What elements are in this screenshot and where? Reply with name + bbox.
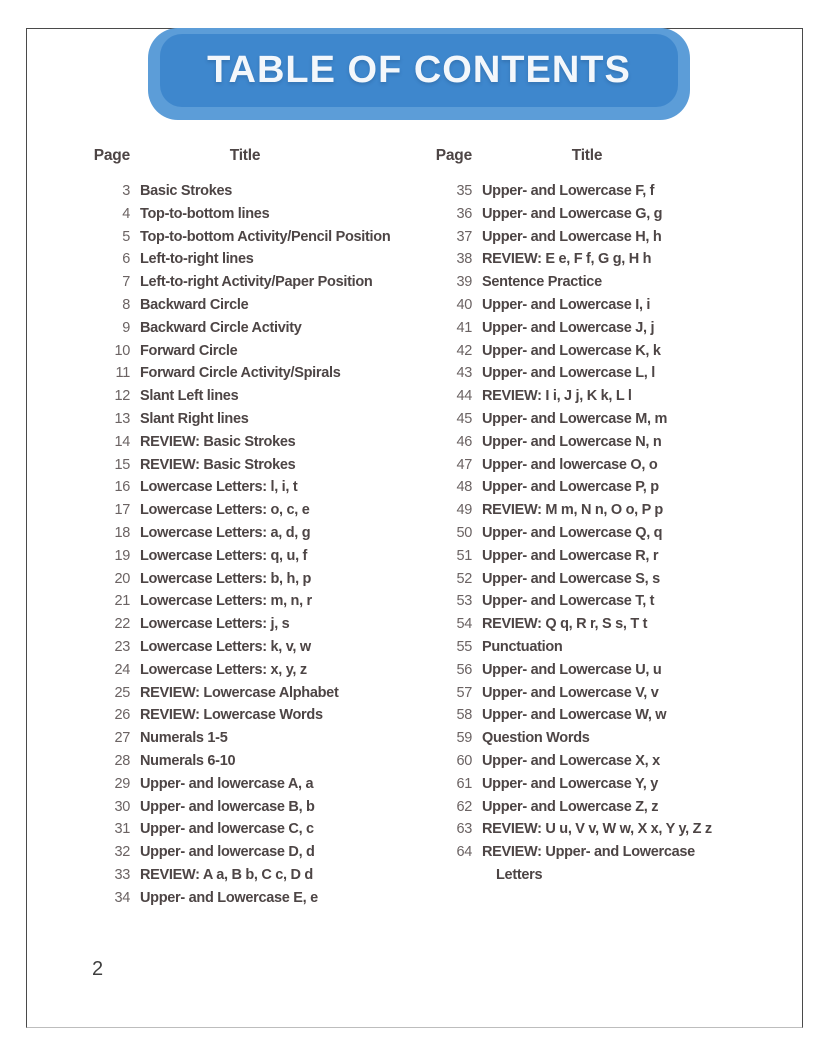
toc-banner-inner: [160, 34, 678, 107]
toc-entry-title: Upper- and Lowercase I, i: [482, 296, 651, 313]
toc-entry-page-number: 63: [456, 821, 472, 838]
toc-entry-page-number: 3: [122, 183, 130, 199]
toc-entry-title: Upper- and Lowercase E, e: [140, 889, 318, 906]
toc-entry-title: Left-to-right lines: [140, 251, 254, 268]
toc-entry: [84, 203, 426, 226]
toc-entry-page-number: 40: [456, 296, 472, 313]
toc-entry-page-number: 11: [115, 365, 130, 382]
toc-entry-page-number: 12: [114, 388, 130, 405]
toc-entry-title: Backward Circle: [140, 296, 249, 313]
toc-entry-page-number: 28: [114, 752, 130, 769]
toc-entry-title: Lowercase Letters: o, c, e: [140, 502, 310, 519]
toc-entry-title: REVIEW: Basic Strokes: [140, 456, 296, 473]
toc-entry-title: Upper- and Lowercase P, p: [482, 479, 659, 496]
toc-entry: [84, 340, 426, 363]
toc-entry-page-number: 20: [114, 570, 130, 587]
toc-entry-title: Upper- and Lowercase Y, y: [482, 775, 658, 792]
toc-entry: [84, 590, 426, 613]
toc-entry-title: Upper- and lowercase O, o: [482, 456, 658, 473]
toc-entry-page-number: 5: [122, 228, 130, 245]
toc-entry-title: Upper- and lowercase D, d: [140, 844, 315, 861]
toc-entry: [426, 613, 796, 636]
toc-entry-title: REVIEW: M m, N n, O o, P p: [482, 502, 663, 519]
toc-entry-page-number: 10: [114, 342, 130, 359]
toc-entry-page-number: 64: [456, 844, 472, 861]
toc-entry-page-number: 24: [114, 661, 130, 678]
toc-entry-page-number: 4: [122, 205, 130, 222]
toc-entry: [426, 317, 796, 340]
toc-entry: [84, 454, 426, 477]
toc-entry-title: Upper- and Lowercase Z, z: [482, 798, 659, 815]
toc-entry-page-number: 22: [114, 616, 130, 633]
toc-entry-page-number: 51: [456, 547, 472, 564]
toc-entry-page-number: 26: [114, 707, 130, 724]
toc-entry-title: Upper- and Lowercase T, t: [482, 593, 655, 610]
toc-entry-title: Lowercase Letters: x, y, z: [140, 661, 307, 678]
toc-entry: [426, 841, 796, 887]
toc-entry: [84, 522, 426, 545]
toc-entry: [84, 385, 426, 408]
toc-entry: [426, 203, 796, 226]
toc-entry-title: Upper- and Lowercase H, h: [482, 228, 662, 245]
toc-entry: [84, 294, 426, 317]
toc-entry-page-number: 9: [122, 319, 130, 336]
toc-entry-title: REVIEW: Basic Strokes: [140, 433, 296, 450]
toc-entry-page-number: 33: [114, 866, 130, 883]
toc-entry-page-number: 23: [114, 638, 130, 655]
toc-entry-page-number: 16: [114, 479, 130, 496]
toc-entry-title: Upper- and Lowercase F, f: [482, 183, 655, 199]
toc-entry: [426, 294, 796, 317]
toc-entry-page-number: 50: [456, 524, 472, 541]
toc-entry-title: Upper- and Lowercase X, x: [482, 752, 660, 769]
toc-entry-page-number: 45: [456, 410, 472, 427]
toc-banner: [148, 28, 690, 120]
toc-entry: [426, 385, 796, 408]
toc-entry-title: Lowercase Letters: j, s: [140, 616, 290, 633]
toc-entry: [426, 408, 796, 431]
toc-entry-page-number: 48: [456, 479, 472, 496]
toc-entry: [84, 317, 426, 340]
toc-entry-title: Upper- and Lowercase M, m: [482, 410, 668, 427]
toc-entry-title: REVIEW: Lowercase Words: [140, 707, 323, 724]
toc-entry: [84, 682, 426, 705]
toc-entry: [426, 431, 796, 454]
toc-entry-title: Lowercase Letters: q, u, f: [140, 547, 308, 564]
toc-entry-page-number: 31: [114, 821, 130, 838]
toc-entry-page-number: 13: [114, 410, 130, 427]
toc-entry: [426, 248, 796, 271]
toc-entry-title: Punctuation: [482, 638, 563, 655]
toc-entry: [84, 180, 426, 203]
toc-entry: [426, 704, 796, 727]
toc-entry-page-number: 21: [114, 593, 130, 610]
column-header-title: Title: [571, 147, 603, 164]
toc-entry-title: Lowercase Letters: m, n, r: [140, 593, 312, 610]
toc-entry-page-number: 39: [456, 274, 472, 291]
toc-entry-title: Lowercase Letters: l, i, t: [140, 479, 298, 496]
toc-entry: [84, 727, 426, 750]
toc-entry-page-number: 56: [456, 661, 472, 678]
toc-entry: [84, 750, 426, 773]
toc-entry-list: [426, 180, 796, 887]
toc-entry: [84, 248, 426, 271]
toc-entry: [426, 818, 796, 841]
toc-entry-page-number: 15: [114, 456, 130, 473]
toc-entry-title: Upper- and Lowercase W, w: [482, 707, 667, 724]
toc-entry-title: Question Words: [482, 730, 590, 747]
toc-entry-title: Upper- and lowercase B, b: [140, 798, 315, 815]
toc-entry-page-number: 42: [456, 342, 472, 359]
toc-entry: [426, 340, 796, 363]
toc-entry-page-number: 27: [114, 730, 130, 747]
toc-entry-title: Lowercase Letters: k, v, w: [140, 638, 311, 655]
toc-entry-page-number: 49: [456, 502, 472, 519]
column-header-row: [426, 148, 796, 180]
toc-entry: [84, 818, 426, 841]
toc-entry-page-number: 59: [456, 730, 472, 747]
toc-entry: [84, 636, 426, 659]
toc-entry-page-number: 52: [456, 570, 472, 587]
toc-entry: [426, 545, 796, 568]
toc-entry: [426, 362, 796, 385]
toc-entry-title: REVIEW: A a, B b, C c, D d: [140, 866, 313, 883]
toc-entry-page-number: 32: [114, 844, 130, 861]
toc-entry: [84, 408, 426, 431]
toc-column-left: [84, 148, 426, 910]
toc-entry-title: Forward Circle: [140, 342, 238, 359]
toc-entry-title: Upper- and Lowercase J, j: [482, 319, 655, 336]
toc-entry: [84, 704, 426, 727]
toc-entry: [84, 659, 426, 682]
toc-entry-page-number: 53: [456, 593, 472, 610]
toc-entry-title: Slant Right lines: [140, 410, 249, 427]
toc-entry-title: Upper- and Lowercase L, l: [482, 365, 655, 382]
toc-entry: [84, 476, 426, 499]
toc-entry-title: Basic Strokes: [140, 183, 233, 199]
toc-entry: [426, 682, 796, 705]
toc-entry-title: Upper- and Lowercase S, s: [482, 570, 660, 587]
toc-entry: [84, 499, 426, 522]
toc-entry-title: REVIEW: U u, V v, W w, X x, Y y, Z z: [482, 821, 712, 838]
toc-entry-list: [84, 180, 426, 910]
toc-entry-title: Upper- and lowercase C, c: [140, 821, 314, 838]
toc-entry-page-number: 29: [114, 775, 130, 792]
toc-entry-page-number: 35: [456, 183, 472, 199]
toc-entry-page-number: 17: [114, 502, 130, 519]
toc-entry-title: Top-to-bottom lines: [140, 205, 270, 222]
toc-entry-page-number: 8: [122, 296, 130, 313]
toc-entry-title: Backward Circle Activity: [140, 319, 302, 336]
toc-entry-page-number: 43: [456, 365, 472, 382]
toc-entry: [426, 773, 796, 796]
toc-entry-page-number: 36: [456, 205, 472, 222]
toc-entry-page-number: 18: [114, 524, 130, 541]
toc-entry-page-number: 6: [122, 251, 130, 268]
toc-entry-page-number: 46: [456, 433, 472, 450]
toc-entry-page-number: 57: [456, 684, 472, 701]
page-number: 2: [92, 958, 104, 980]
toc-entry-title: Top-to-bottom Activity/Pencil Position: [140, 228, 391, 245]
toc-entry: [84, 613, 426, 636]
toc-entry-title: Left-to-right Activity/Paper Position: [140, 274, 373, 291]
toc-entry-title: Forward Circle Activity/Spirals: [140, 365, 341, 382]
toc-entry-page-number: 7: [122, 274, 130, 291]
toc-entry: [84, 362, 426, 385]
toc-entry: [426, 226, 796, 249]
toc-entry-title: Upper- and Lowercase G, g: [482, 205, 663, 222]
toc-entry: [84, 545, 426, 568]
toc-entry-page-number: 62: [456, 798, 472, 815]
toc-entry: [426, 590, 796, 613]
toc-entry: [426, 180, 796, 203]
toc-entry-page-number: 34: [114, 889, 130, 906]
toc-entry-title: Slant Left lines: [140, 388, 239, 405]
toc-entry: [426, 727, 796, 750]
column-header-title: Title: [229, 147, 261, 164]
toc-entry-page-number: 61: [456, 775, 472, 792]
toc-entry-page-number: 44: [456, 388, 472, 405]
toc-entry-title: Sentence Practice: [482, 274, 602, 291]
toc-entry: [84, 864, 426, 887]
toc-entry: [426, 499, 796, 522]
toc-entry-title: Upper- and Lowercase N, n: [482, 433, 662, 450]
toc-entry: [426, 522, 796, 545]
toc-entry: [84, 887, 426, 910]
toc-entry: [426, 454, 796, 477]
toc-entry-title: Lowercase Letters: a, d, g: [140, 524, 311, 541]
toc-entry: [426, 271, 796, 294]
toc-entry-page-number: 54: [456, 616, 472, 633]
toc-entry: [84, 841, 426, 864]
column-header-page: Page: [93, 147, 130, 164]
toc-entry-title: REVIEW: E e, F f, G g, H h: [482, 251, 652, 268]
toc-entry-page-number: 19: [114, 547, 130, 564]
toc-entry: [426, 796, 796, 819]
toc-entry-title-line2: Letters: [496, 866, 543, 883]
toc-entry-title: Numerals 6-10: [140, 752, 236, 769]
toc-entry-title: Numerals 1-5: [140, 730, 228, 747]
toc-entry-page-number: 60: [456, 752, 472, 769]
toc-entry-page-number: 55: [456, 638, 472, 655]
toc-entry-title: REVIEW: I i, J j, K k, L l: [482, 388, 632, 405]
toc-entry-page-number: 14: [114, 433, 130, 450]
toc-entry-title: REVIEW: Q q, R r, S s, T t: [482, 616, 648, 633]
toc-entry: [426, 568, 796, 591]
toc-entry-page-number: 47: [456, 456, 472, 473]
toc-entry: [426, 750, 796, 773]
toc-entry-page-number: 37: [456, 228, 472, 245]
toc-entry-title: Upper- and Lowercase R, r: [482, 547, 659, 564]
toc-entry-page-number: 30: [114, 798, 130, 815]
toc-entry: [426, 636, 796, 659]
page-title: TABLE OF CONTENTS: [207, 49, 631, 91]
toc-entry: [426, 476, 796, 499]
toc-entry: [84, 568, 426, 591]
toc-entry-title: Upper- and Lowercase V, v: [482, 684, 659, 701]
toc-entry: [426, 659, 796, 682]
toc-entry-title: REVIEW: Upper- and Lowercase Letters: [482, 844, 695, 883]
toc-entry: [84, 796, 426, 819]
toc-entry-title: Upper- and Lowercase K, k: [482, 342, 661, 359]
toc-entry-title: Upper- and Lowercase U, u: [482, 661, 662, 678]
toc-entry-page-number: 25: [114, 684, 130, 701]
toc-entry: [84, 226, 426, 249]
toc-entry-page-number: 38: [456, 251, 472, 268]
toc-entry-title: REVIEW: Lowercase Alphabet: [140, 684, 339, 701]
toc-entry: [84, 271, 426, 294]
toc-entry-page-number: 41: [456, 319, 472, 336]
toc-entry: [84, 773, 426, 796]
toc-entry-title: Upper- and Lowercase Q, q: [482, 524, 663, 541]
column-header-row: [84, 148, 426, 180]
toc-entry-title: Lowercase Letters: b, h, p: [140, 570, 312, 587]
column-header-page: Page: [435, 147, 472, 164]
toc-entry: [84, 431, 426, 454]
toc-entry-title: Upper- and lowercase A, a: [140, 775, 314, 792]
toc-column-right: [426, 148, 796, 887]
toc-entry-page-number: 58: [456, 707, 472, 724]
